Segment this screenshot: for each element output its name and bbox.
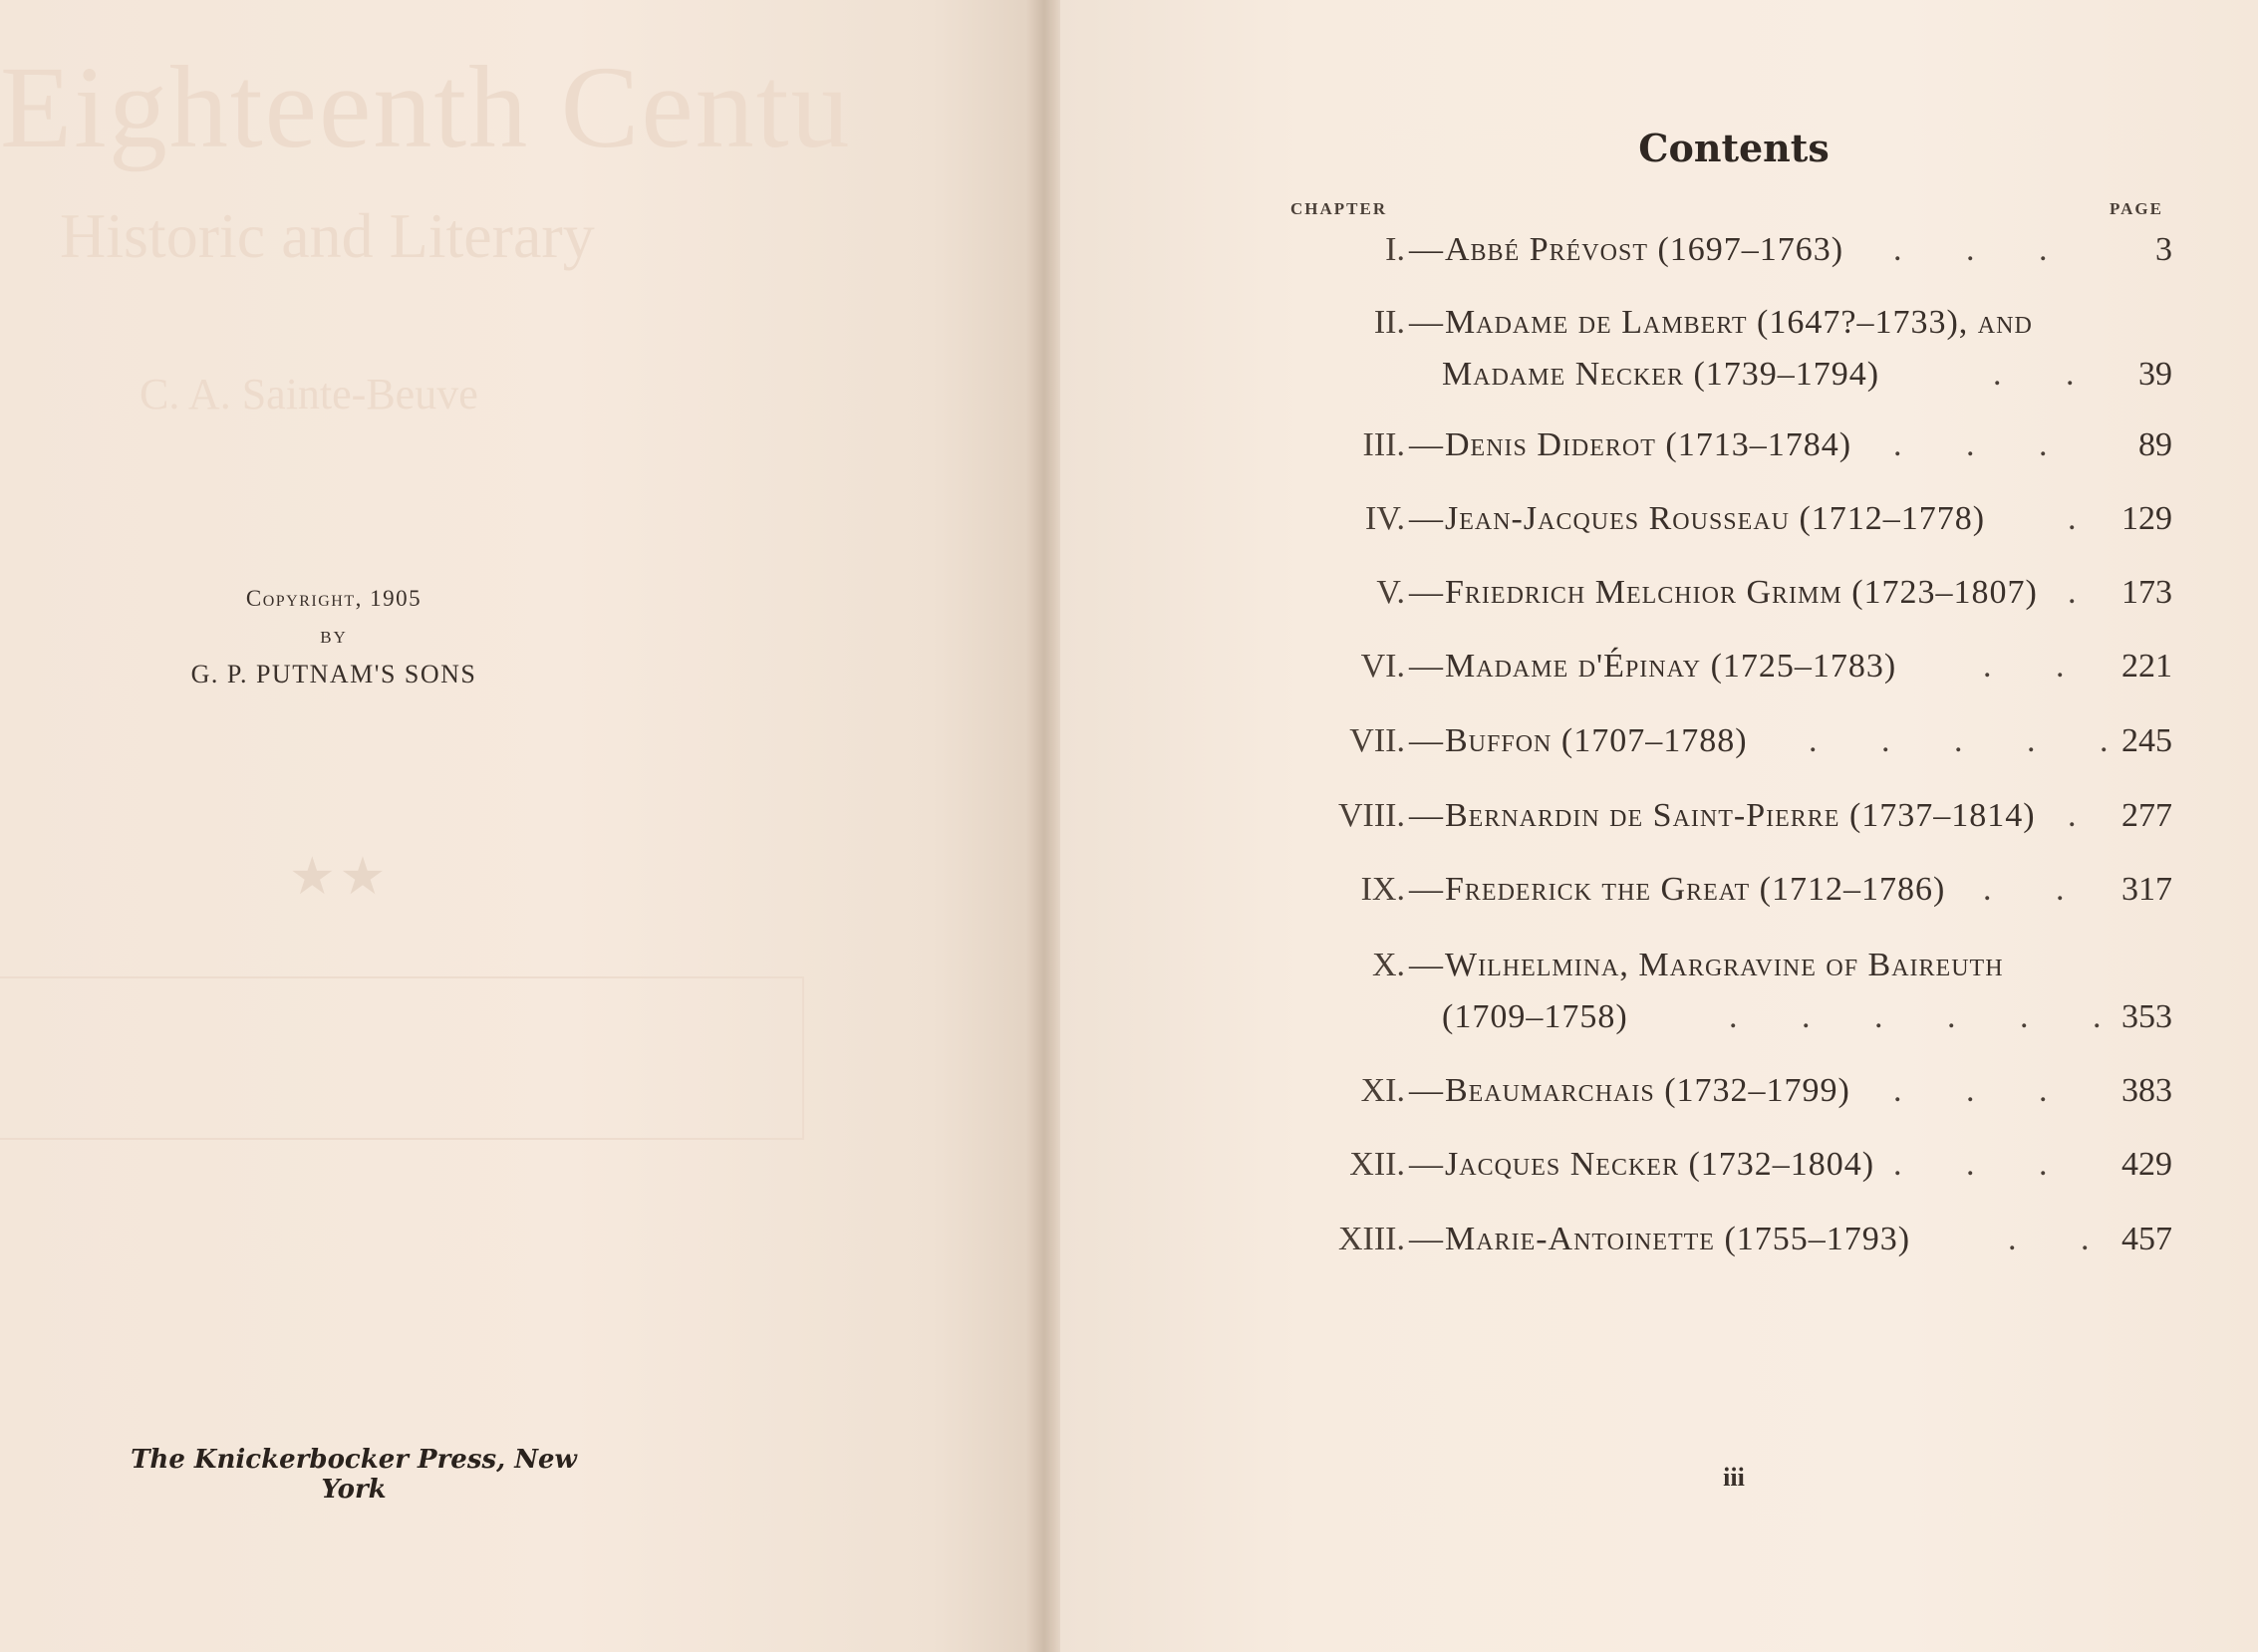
toc-entry: [1285, 871, 2182, 915]
chapter-title: Friedrich Melchior Grimm (1723–1807): [1445, 574, 2038, 611]
dot-leaders: . . .: [1893, 1146, 2076, 1183]
page-number: 457: [2121, 1221, 2172, 1257]
chapter-column-label: CHAPTER: [1290, 199, 1388, 218]
chapter-title-continued: (1709–1758): [1442, 998, 1628, 1035]
publisher-line: G. P. PUTNAM'S SONS: [190, 660, 477, 688]
toc-entry: [1285, 1221, 2182, 1264]
press-imprint: The Knickerbocker Press, New York: [131, 1445, 577, 1505]
toc-entry: [1285, 1072, 2182, 1116]
chapter-number: I.: [1385, 231, 1405, 268]
chapter-number: V.: [1376, 574, 1405, 611]
chapter-number: IX.: [1360, 871, 1405, 908]
page-number: 317: [2121, 871, 2172, 908]
page-number: 429: [2121, 1146, 2172, 1183]
dot-leaders: . .: [2008, 1221, 2117, 1257]
dash-separator: —: [1409, 426, 1443, 463]
dash-separator: —: [1409, 1072, 1443, 1109]
dot-leaders: . .: [1983, 648, 2093, 685]
toc-entry: [1285, 231, 2182, 275]
dash-separator: —: [1409, 574, 1443, 611]
chapter-title: Bernardin de Saint-Pierre (1737–1814): [1445, 797, 2036, 834]
dash-separator: —: [1409, 304, 1443, 341]
chapter-title: Madame d'Épinay (1725–1783): [1445, 648, 1897, 685]
toc-entry: [1285, 722, 2182, 766]
by-line: BY: [320, 628, 348, 647]
chapter-number: VII.: [1349, 722, 1405, 759]
toc-entry: [1285, 797, 2182, 841]
page-number: 245: [2121, 722, 2172, 759]
dash-separator: —: [1409, 648, 1443, 685]
toc-entry: [1285, 1146, 2182, 1190]
dot-leaders: . .: [1993, 356, 2103, 393]
toc-entry: [1285, 648, 2182, 691]
page-column-label: PAGE: [2110, 199, 2163, 218]
toc-entry: [1285, 304, 2182, 393]
dot-leaders: . . . . . .: [1729, 998, 2129, 1035]
chapter-number: VI.: [1360, 648, 1405, 685]
dash-separator: —: [1409, 1221, 1443, 1257]
chapter-title-continued: Madame Necker (1739–1794): [1442, 356, 1880, 393]
chapter-number: XI.: [1360, 1072, 1405, 1109]
chapter-number: III.: [1362, 426, 1405, 463]
chapter-number: XIII.: [1337, 1221, 1405, 1257]
chapter-title: Madame de Lambert (1647?–1733), and: [1445, 304, 2033, 341]
dot-leaders: .: [2068, 574, 2105, 611]
dash-separator: —: [1409, 1146, 1443, 1183]
chapter-title: Wilhelmina, Margravine of Baireuth: [1445, 947, 2004, 983]
contents-heading: Contents: [1638, 126, 1830, 170]
chapter-title: Marie-Antoinette (1755–1793): [1445, 1221, 1911, 1257]
dot-leaders: . . . . .: [1809, 722, 2136, 759]
dot-leaders: . .: [1983, 871, 2093, 908]
chapter-number: X.: [1371, 947, 1405, 983]
dash-separator: —: [1409, 797, 1443, 834]
page-number: 383: [2121, 1072, 2172, 1109]
chapter-title: Denis Diderot (1713–1784): [1445, 426, 1852, 463]
page-number: 3: [2155, 231, 2172, 268]
left-page: [0, 0, 1036, 1652]
dot-leaders: .: [2068, 500, 2105, 537]
bleed-through-author: C. A. Sainte-Beuve: [140, 370, 478, 418]
page-number: 353: [2121, 998, 2172, 1035]
chapter-title: Jean-Jacques Rousseau (1712–1778): [1445, 500, 1986, 537]
page-number: 173: [2121, 574, 2172, 611]
dot-leaders: . . .: [1893, 231, 2076, 268]
dot-leaders: . . .: [1893, 1072, 2076, 1109]
chapter-number: II.: [1373, 304, 1405, 341]
page-number: 39: [2138, 356, 2172, 393]
page-number: 89: [2138, 426, 2172, 463]
chapter-title: Jacques Necker (1732–1804): [1445, 1146, 1875, 1183]
bleed-through-subtitle: Historic and Literary: [60, 200, 595, 271]
page-number: 277: [2121, 797, 2172, 834]
page-number: 221: [2121, 648, 2172, 685]
bleed-through-frame: [0, 976, 804, 1140]
toc-entry: [1285, 947, 2182, 1035]
chapter-title: Frederick the Great (1712–1786): [1445, 871, 1946, 908]
copyright-line: Copyright, 1905: [245, 586, 423, 611]
chapter-title: Abbé Prévost (1697–1763): [1445, 231, 1844, 268]
dash-separator: —: [1409, 947, 1443, 983]
page-number: 129: [2121, 500, 2172, 537]
dot-leaders: . . .: [1893, 426, 2076, 463]
dash-separator: —: [1409, 231, 1443, 268]
chapter-number: VIII.: [1337, 797, 1405, 834]
bleed-through-title: Eighteenth Centu: [0, 42, 852, 172]
dash-separator: —: [1409, 871, 1443, 908]
dot-leaders: .: [2068, 797, 2105, 834]
toc-entry: [1285, 426, 2182, 470]
dash-separator: —: [1409, 722, 1443, 759]
toc-entry: [1285, 574, 2182, 618]
toc-entry: [1285, 500, 2182, 544]
dash-separator: —: [1409, 500, 1443, 537]
bleed-through-ornament: ★★: [289, 849, 391, 906]
chapter-number: IV.: [1365, 500, 1405, 537]
chapter-title: Beaumarchais (1732–1799): [1445, 1072, 1850, 1109]
chapter-number: XII.: [1349, 1146, 1405, 1183]
chapter-title: Buffon (1707–1788): [1445, 722, 1748, 759]
page-folio: iii: [1723, 1463, 1745, 1492]
